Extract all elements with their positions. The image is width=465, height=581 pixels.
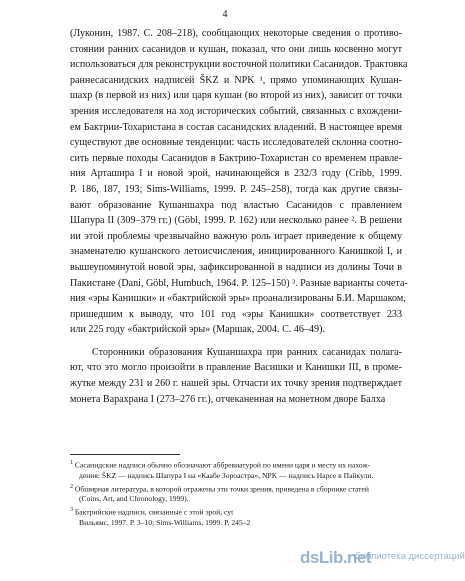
text-line: сить первые походы Сасанидов в Бактрию-Тохаристан со временем правле-	[70, 152, 402, 164]
footnote-line: дения: ŠKZ — надпись Шапура I на «Каабе Зороастра», NPK — надпись Нарсе в Пайкули.	[79, 470, 374, 480]
footnote-line: (Coins, Art, and Chronology, 1999).	[79, 494, 189, 504]
footnotes	[70, 458, 405, 529]
paragraph-1	[70, 26, 408, 338]
text-line: (Луконин, 1987. С. 208–218), сообщающих некоторые сведения о противо-	[70, 28, 402, 39]
text-line: ии этой проблемы чрезвычайно важную роль играет приведение к общему	[70, 230, 402, 242]
text-line: монета Варахрана I (273–276 гг.), отчеканенная на монетном дворе Балха	[70, 393, 386, 405]
footnote	[70, 505, 405, 528]
paragraph-2	[70, 345, 402, 407]
body-text	[70, 26, 408, 407]
text-line: ют, что это могло произойти в правление Васишки и Канишки III, в проме-	[70, 362, 402, 374]
footnote-number: 1	[70, 460, 73, 466]
footnote-text: Бактрийские надписи, связанные с этой эрой, суt	[73, 507, 234, 517]
footnote-text: Обширная литература, в которой отражены эти точки зрения, приведена в сборнике статей	[73, 484, 369, 494]
text-line: пришедшим к выводу, что 101 год «эры Канишки» соответствует 233	[70, 308, 402, 320]
text-line: P. 186, 187, 193; Sims-Williams, 1999. P. 245–258), тогда как другие связы-	[70, 183, 402, 195]
footnote-number: 2	[70, 483, 73, 490]
text-line: Пакистане (Dani, Göbl, Humbuch, 1964. P. 125–150) ³. Разные варианты сочета-	[70, 277, 408, 289]
dslib-logo: dsLib.net	[300, 548, 372, 567]
page-number: 4	[222, 9, 228, 20]
text-line: существуют две основные тенденции: часть исследователей склонна соотно-	[70, 137, 402, 149]
dslib-caption: библиотека диссертаций	[355, 551, 465, 562]
text-line: шахр (в первой из них) или царя кушан (во второй из них), зависит от точки	[70, 90, 402, 102]
text-line: жутке между 231 и 260 г. нашей эры. Отчасти их точку зрения подтверждает	[70, 378, 402, 390]
footnote	[70, 458, 405, 481]
text-line: ния Арташира I и новой эрой, начинающейся в 232/3 году (Cribb, 1999.	[70, 168, 402, 180]
footnote-text: Сасанидские надписи обычно обозначают аббревиатурой по имени царя и месту их нахож-	[73, 460, 371, 470]
footnote	[70, 482, 405, 505]
text-line: Шапура II (309–379 гг.) (Göbl, 1999. P. 162) или несколько ранее ². В решени	[70, 215, 402, 227]
text-line: ния «эры Канишки» и «бактрийской эры» проанализированы Б.И. Маршаком,	[70, 293, 406, 305]
text-line: Сторонники образования Кушаншахра при ранних сасанидах полага-	[92, 346, 402, 358]
footnote-separator	[70, 454, 180, 455]
text-line: знаменателю кушанского летоисчисления, инициированного Канишкой I, и	[70, 246, 402, 258]
text-line: или 225 году «бактрийской эры» (Маршак, 2004. С. 46–49).	[70, 324, 325, 336]
text-line: зрения исследователя на ход исторических событий, связанных с вхождени-	[70, 105, 402, 117]
text-line: раннесасанидских надписей ŠKZ и NPK ¹, прямо упоминающих Кушан-	[70, 74, 402, 86]
text-line: вают образование Кушаншахра под властью Сасанидов с правлением	[70, 199, 402, 211]
text-line: вышеупомянутой новой эры, зафиксированной в надписи из долины Точи в	[70, 261, 402, 273]
dslib-watermark	[300, 546, 465, 576]
text-line: стоянии ранних сасанидов и кушан, показал, что они лишь косвенно могут	[70, 43, 402, 55]
footnote-line	[70, 505, 405, 518]
text-line: ем Бактрии-Тохаристана в состав сасанидских владений. В настоящее время	[70, 121, 402, 133]
footnote-number: 3	[70, 507, 73, 514]
text-line: использоваться для реконструкции восточной политики Сасанидов. Трактовка	[70, 59, 408, 71]
footnote-line	[70, 458, 405, 471]
footnote-line: Вильямс, 1997. Р. 3–10; Sims-Williams, 1999. P. 245–2	[79, 517, 251, 527]
footnote-line	[70, 482, 405, 495]
